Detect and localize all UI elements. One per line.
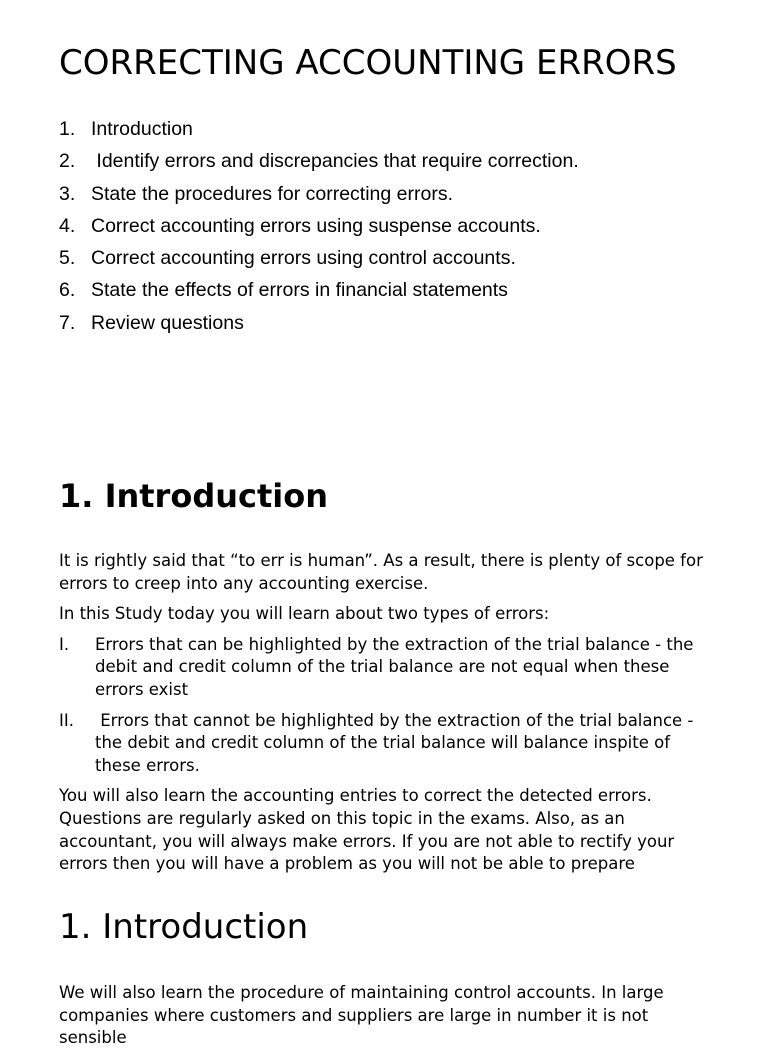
toc-item-number: 7 .: [59, 309, 91, 341]
error-types-list: [59, 634, 719, 778]
toc-item: [59, 180, 579, 212]
section-heading: 1. Introduction: [59, 907, 309, 947]
paragraph: You will also learn the accounting entries to correct the detected errors. Questions are regularly asked on this topic in the exams. Also, as an accountant, you will always make errors. If you are not able to rectify your errors then you will have a problem as you will not be able to prepare: [59, 786, 675, 874]
toc-item-number: 4 .: [59, 212, 91, 244]
slide-contents: [0, 0, 768, 440]
error-type-text: Errors that cannot be highlighted by the extraction of the trial balance - the debit and credit column of the trial balance will balance inspite of these errors.: [95, 710, 699, 775]
toc-item: [59, 147, 579, 179]
toc-item-number: 6 .: [59, 276, 91, 308]
toc-item: [59, 244, 579, 276]
toc-item-number: 5 .: [59, 244, 91, 276]
toc-item-text: Correct accounting errors using suspense accounts.: [91, 214, 541, 237]
toc-item-text: Review questions: [91, 311, 244, 334]
paragraph: We will also learn the procedure of maintaining control accounts. In large companies where customers and suppliers are large in number it is not sensible: [59, 983, 664, 1048]
toc-item-text: Identify errors and discrepancies that require correction.: [91, 150, 579, 173]
toc-item-number: 2 .: [59, 147, 91, 179]
error-type-text: Errors that can be highlighted by the extraction of the trial balance - the debit and credit column of the trial balance are not equal when these errors exist: [95, 634, 694, 699]
error-type-item: [59, 634, 719, 702]
paragraph: In this Study today you will learn about two types of errors:: [59, 604, 550, 624]
toc-item: [59, 115, 579, 147]
error-type-number: I .: [59, 634, 95, 702]
paragraph: It is rightly said that “to err is human”. As a result, there is plenty of scope for errors to creep into any accounting exercise.: [59, 551, 703, 593]
toc-item-text: State the effects of errors in financial statements: [91, 279, 508, 302]
error-type-number: II .: [59, 710, 95, 778]
table-of-contents: [59, 115, 579, 341]
document-title: CORRECTING ACCOUNTING ERRORS: [59, 43, 677, 83]
toc-item-text: Introduction: [91, 118, 193, 140]
toc-item: [59, 212, 579, 244]
toc-item-number: 1 .: [59, 115, 91, 147]
toc-item-text: Correct accounting errors using control accounts.: [91, 247, 516, 270]
toc-item: [59, 309, 579, 341]
toc-item: [59, 276, 579, 308]
toc-item-text: State the procedures for correcting errors.: [91, 182, 453, 205]
error-type-item: [59, 710, 719, 778]
section-body: [59, 550, 719, 884]
slide-introduction: [0, 440, 768, 874]
section-body: [59, 982, 719, 1050]
section-heading: 1. Introduction: [59, 477, 328, 515]
slide-introduction-continued: [0, 865, 768, 1048]
toc-item-number: 3 .: [59, 180, 91, 212]
